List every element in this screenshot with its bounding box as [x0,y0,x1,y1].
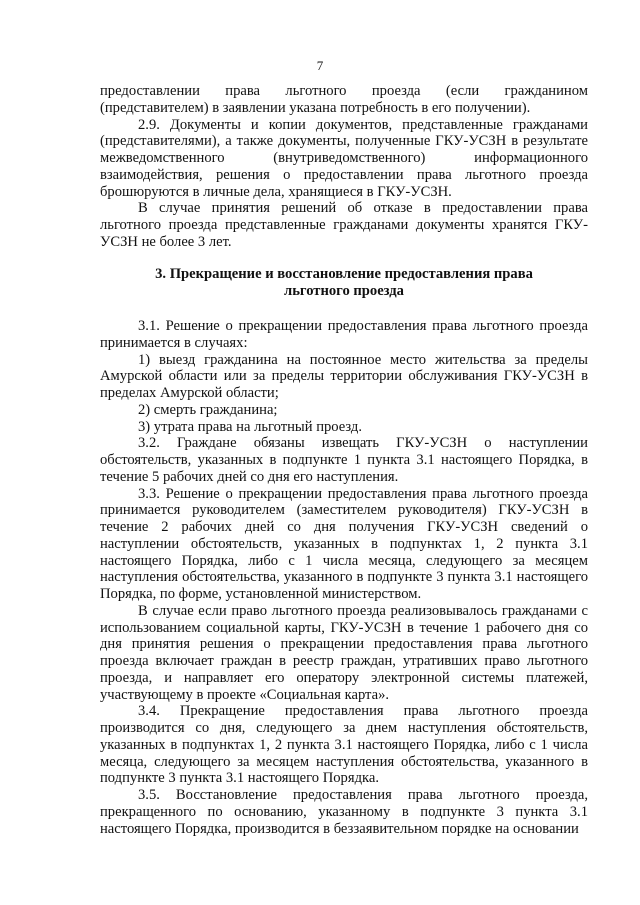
paragraph-3-4: 3.4. Прекращение предоставления права льготного проезда производится со дня, следующего за днем наступления обстоятельств, указанных в подпунктах 1, 2 пункта 3.1 настоящего Порядка, либо с 1 числа месяца, следующего за месяцем наступления обстоятельства, указанного в подпункте 3 пункта 3.1 настоящего Порядка. [100,703,588,787]
paragraph-continuation: предоставлении права льготного проезда (если гражданином (представителем) в заявлении указана потребность в его получении). [100,83,588,116]
section-heading [100,266,588,300]
paragraph-2-9: 2.9. Документы и копии документов, представленные гражданами (представителями), а также документы, полученные ГКУ-УСЗН в результате межведомственного (внутриведомственного) информационного взаимодействия, решения о предоставлении права льготного проезда брошюруются в личные дела, хранящиеся в ГКУ-УСЗН. [100,116,588,200]
paragraph-3-1-item-1: 1) выезд гражданина на постоянное место жительства за пределы Амурской области или за пределы территории обслуживания ГКУ-УСЗН в пределах Амурской области; [100,351,588,401]
paragraph-3-1-item-3: 3) утрата права на льготный проезд. [138,418,363,435]
paragraph-3-2: 3.2. Граждане обязаны извещать ГКУ-УСЗН о наступлении обстоятельств, указанных в подпункте 1 пункта 3.1 настоящего Порядка, в течение 5 рабочих дней со дня его наступления. [100,435,588,485]
section-heading-line-1: 3. Прекращение и восстановление предоставления права [155,266,533,282]
main-text-block [100,318,588,837]
section-heading-line-2: льготного проезда [284,283,404,299]
top-text-block [100,83,588,251]
paragraph-3-1-item-2: 2) смерть гражданина; [138,401,278,418]
paragraph-3-3: 3.3. Решение о прекращении предоставления права льготного проезда принимается руководителем (заместителем руководителя) ГКУ-УСЗН в течение 2 рабочих дней со дня получения ГКУ-УСЗН сведений о наступлении обстоятельств, указанных в подпунктах 1, 2 пункта 3.1 настоящего Порядка, либо с 1 числа месяца, следующего за месяцем наступления обстоятельства, указанного в подпункте 3 пункта 3.1 настоящего Порядка, по форме, установленной министерством. [100,485,588,602]
page-number: 7 [316,58,324,73]
paragraph-refusal-storage: В случае принятия решений об отказе в предоставлении права льготного проезда представленные гражданами документы хранятся ГКУ-УСЗН не более 3 лет. [100,200,588,250]
paragraph-social-card: В случае если право льготного проезда реализовывалось гражданами с использованием социальной карты, ГКУ-УСЗН в течение 1 рабочего дня со дня принятия решения о прекращении предоставления права льготного проезда включает граждан в реестр граждан, утративших право льготного проезда, и направляет его оператору электронной системы платежей, участвующему в проекте «Социальная карта». [100,602,588,703]
paragraph-3-1: 3.1. Решение о прекращении предоставления права льготного проезда принимается в случаях: [100,318,588,351]
paragraph-3-5: 3.5. Восстановление предоставления права льготного проезда, прекращенного по основанию, указанному в подпункте 3 пункта 3.1 настоящего Порядка, производится в беззаявительном порядке на основании [100,787,588,837]
